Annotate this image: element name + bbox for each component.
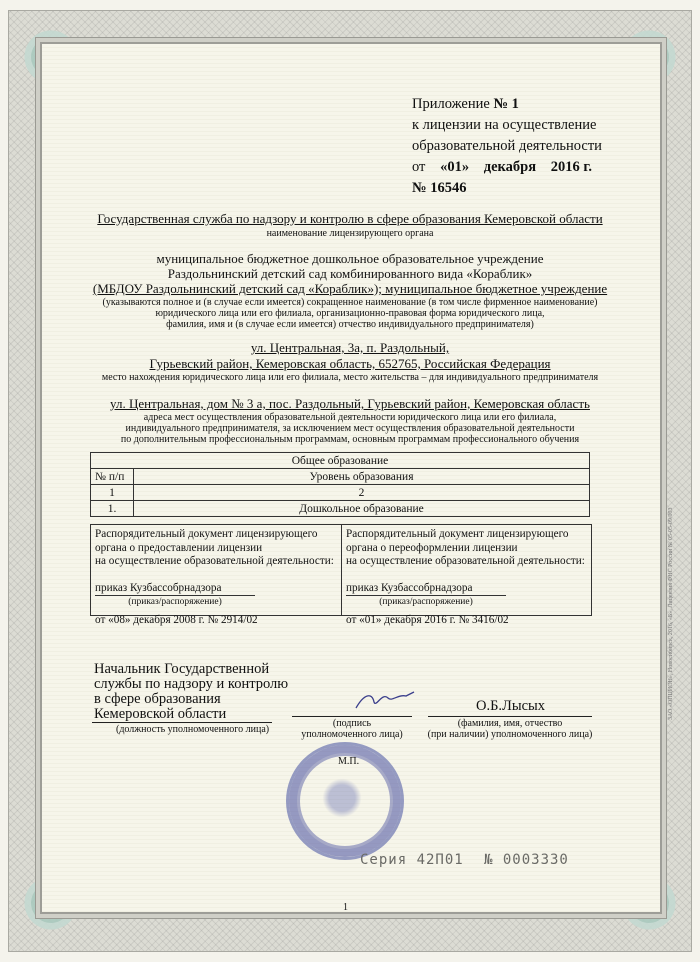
appendix-label: Приложение [412,96,490,112]
appendix-number: № 1 [493,96,519,112]
signature-underline [292,716,412,717]
reissue-line-2: органа о переоформлении лицензии [346,541,518,554]
table-row [91,501,590,517]
documents-block [90,524,592,626]
activity-caption-3: по дополнительным профессиональным программам, основным программам профессионального обучения [120,434,580,445]
reissue-line-3: на осуществление образовательной деятельности: [346,555,585,567]
column-index-1: 1 [91,485,134,501]
appendix-date [412,157,592,178]
grant-line-2: органа о предоставлении лицензии [95,541,263,554]
table-header-row [91,469,590,485]
signature-caption-1: (подпись [332,718,372,729]
form-number: № 0003330 [484,852,569,868]
page-number: 1 [343,902,348,913]
grant-doc-type: приказ Кузбассобрнадзора [95,581,222,594]
signatory-name: О.Б.Лысых [476,698,546,714]
date-from-label: от [412,159,426,175]
position-line-2: службы по надзору и контролю [94,676,289,692]
document-reissue [341,525,591,626]
date-day: «01» [440,159,470,175]
signature-mark [354,688,416,712]
reissue-doc-date: от «01» декабря 2016 г. № 3416/02 [346,613,509,626]
row-number: 1. [91,501,134,517]
organization-name-line-3: (МБДОУ Раздольнинский детский сад «Кораблик»); муниципальное бюджетное учреждение [92,281,608,296]
licensing-body-caption: наименование лицензирующего органа [266,228,434,239]
grant-line-1: Распорядительный документ лицензирующего [95,528,318,540]
table-title-row [91,453,590,469]
position-line-3: в сфере образования [94,691,221,707]
activity-caption-1: адреса мест осуществления образовательной деятельности юридического лица или его филиала, [143,412,557,423]
activity-caption-2: индивидуального предпринимателя, за исключением мест осуществления образовательной деятельности [125,423,575,434]
reissue-line-1: Распорядительный документ лицензирующего [346,528,569,540]
legal-address-caption: место нахождения юридического лица или его филиала, место жительства – для индивидуального предпринимателя [101,372,599,383]
grant-doc-date: от «08» декабря 2008 г. № 2914/02 [95,613,258,626]
appendix-header [412,94,602,178]
name-caption-2: (при наличии) уполномоченного лица) [427,729,593,740]
printer-note: ЗАО «ОПЦИОН», Новосибирск, 2016, «Б», Лицензия ФНС России № 05-05-09/003 [668,507,674,720]
name-caption-1: (фамилия, имя, отчество [457,718,563,729]
reissue-doc-caption: (приказ/распоряжение) [346,595,506,610]
activity-address: ул. Центральная, дом № 3 а, пос. Раздольный, Гурьевский район, Кемеровская область [110,396,590,411]
position-line-1: Начальник Государственной [94,661,270,677]
organization-name-line-1: муниципальное бюджетное дошкольное образовательное учреждение [156,251,544,266]
appendix-line-3: образовательной деятельности [412,138,602,154]
license-number: № 16546 [412,180,467,196]
signature-caption-2: уполномоченного лица) [301,729,403,740]
organization-caption-2: юридического лица или его филиала, организационно-правовая форма юридического лица, [155,308,545,319]
position-caption: (должность уполномоченного лица) [116,724,270,735]
column-header-level: Уровень образования [134,469,590,485]
form-series: Серия 42П01 [360,852,464,868]
organization-caption-1: (указываются полное и (в случае если имеется) сокращенное наименование (в том числе фирменное наименование) [102,297,598,308]
appendix-line-2: к лицензии на осуществление [412,117,597,133]
position-line-4: Кемеровской области [94,706,227,722]
grant-doc-caption: (приказ/распоряжение) [95,595,255,610]
grant-line-3: на осуществление образовательной деятельности: [95,555,334,567]
row-level: Дошкольное образование [134,501,590,517]
table-title: Общее образование [91,453,590,469]
date-year: 2016 г. [550,159,592,175]
organization-name-line-2: Раздольнинский детский сад комбинированного вида «Кораблик» [167,266,533,281]
document-grant [91,525,341,626]
organization-caption-3: фамилия, имя и (в случае если имеется) отчество индивидуального предпринимателя) [166,319,534,330]
position-underline [92,722,272,723]
stamp-mark: М.П. [338,756,360,767]
date-month: декабря [483,159,537,175]
reissue-doc-type: приказ Кузбассобрнадзора [346,581,473,594]
legal-address-line-2: Гурьевский район, Кемеровская область, 652765, Российская Федерация [149,356,551,371]
licensing-body-name: Государственная служба по надзору и контролю в сфере образования Кемеровской области [97,211,603,226]
education-table [90,452,590,517]
legal-address-line-1: ул. Центральная, 3а, п. Раздольный, [250,340,450,355]
name-underline [428,716,592,717]
column-index-2: 2 [134,485,590,501]
seal-emblem [319,775,365,821]
signatory-position [94,662,288,722]
table-index-row [91,485,590,501]
column-header-number: № п/п [91,469,134,485]
